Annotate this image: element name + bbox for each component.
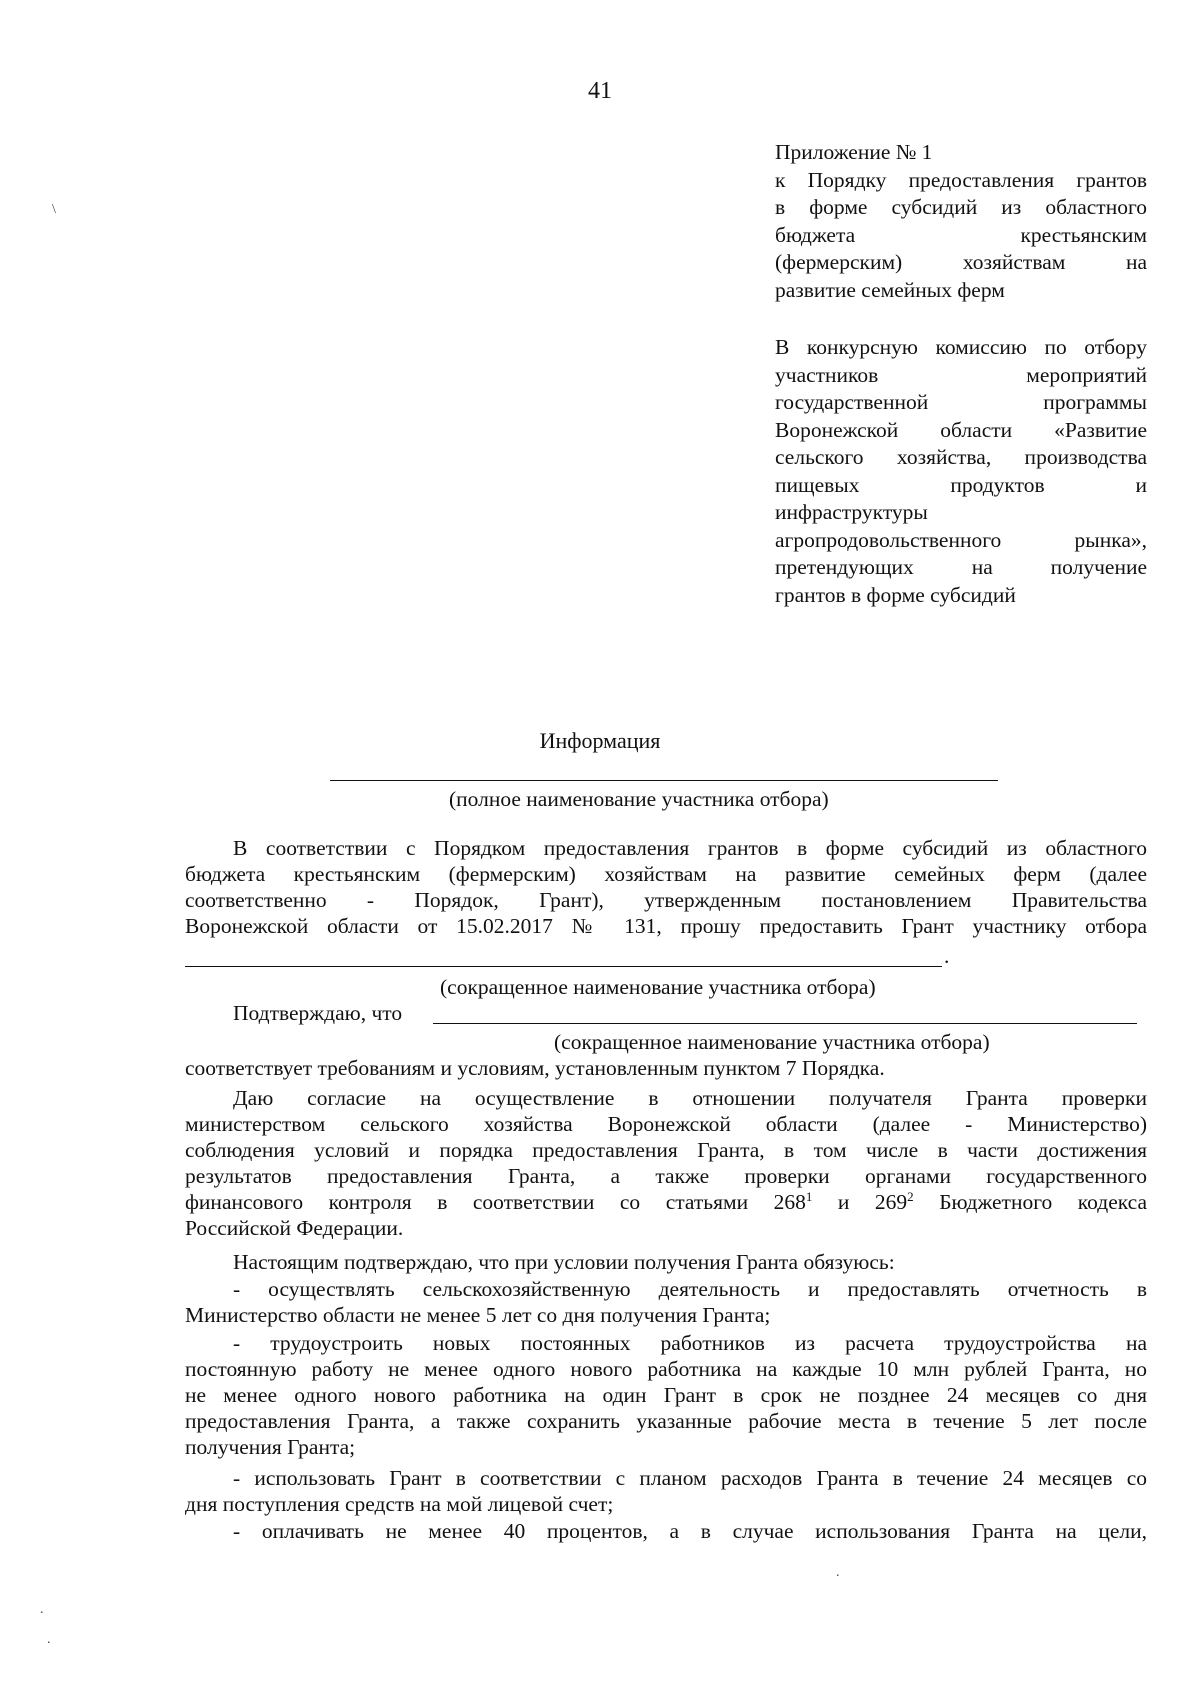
addressee-line: сельского хозяйства, производства <box>775 445 1147 469</box>
addressee-line: агропродовольственного рынка», <box>775 527 1147 552</box>
text-line: не менее одного нового работника на один Грант в срок не позднее 24 месяцев со дня <box>185 1383 1147 1407</box>
addressee-line: государственной программы <box>775 390 1147 414</box>
text-line: бюджета крестьянским (фермерским) хозяйствам на развитие семейных ферм (далее <box>185 862 1147 886</box>
text-line: Воронежской области от 15.02.2017 № 131, прошу предоставить Грант участнику отбора <box>185 914 1147 938</box>
full-name-blank-line[interactable] <box>330 780 998 781</box>
scan-speck: \ <box>52 202 56 217</box>
appendix-line: (фермерским) хозяйствам на <box>775 250 1147 274</box>
text-line: дня поступления средств на мой лицевой счет; <box>185 1492 614 1516</box>
paragraph-consent <box>185 1085 1147 1241</box>
addressee-line: пищевых продуктов и <box>775 472 1147 497</box>
confirm-prefix: Подтверждаю, что <box>233 1001 403 1025</box>
form-title: Информация <box>539 728 661 753</box>
text-line: соответствует требованиям и условиям, установленным пунктом 7 Порядка. <box>185 1056 885 1080</box>
obligation-item <box>185 1518 1147 1544</box>
text-line: министерством сельского хозяйства Воронежской области (далее - Министерство) <box>185 1112 1147 1136</box>
text-line: Настоящим подтверждаю, что при условии получения Гранта обязуюсь: <box>233 1250 895 1274</box>
confirm-blank-line[interactable] <box>433 1023 1137 1024</box>
text-fragment: и 269 <box>812 1190 908 1214</box>
obligation-item <box>185 1330 1147 1460</box>
addressee-block <box>775 334 1147 609</box>
appendix-line: развитие семейных ферм <box>775 277 1005 302</box>
addressee-line: участников мероприятий <box>775 362 1147 387</box>
short-name-caption-2: (сокращенное наименование участника отбора) <box>554 1030 990 1054</box>
appendix-line: Приложение № 1 <box>775 140 933 164</box>
text-line: Даю согласие на осуществление в отношении получателя Гранта проверки <box>233 1086 1147 1110</box>
text-line: - трудоустроить новых постоянных работников из расчета трудоустройства на <box>233 1331 1147 1355</box>
paragraph-obligations <box>185 1249 1147 1275</box>
addressee-line: инфраструктуры <box>775 500 928 524</box>
superscript: 1 <box>805 1188 813 1204</box>
text-line: соблюдения условий и порядка предоставления Гранта, в том числе в части достижения <box>185 1138 1147 1162</box>
scan-speck: . <box>40 1602 44 1617</box>
text-line: постоянную работу не менее одного нового работника на каждые 10 млн рублей Гранта, но <box>185 1357 1147 1381</box>
text-line: соответственно - Порядок, Грант), утвержденным постановлением Правительства <box>185 888 1147 912</box>
appendix-header <box>775 139 1147 304</box>
appendix-line: в форме субсидий из областного <box>775 195 1147 219</box>
scan-speck: . <box>836 1565 840 1580</box>
text-line: результатов предоставления Гранта, а также проверки органами государственного <box>185 1164 1147 1188</box>
text-fragment: финансового контроля в соответствии со статьями 268 <box>185 1190 806 1214</box>
text-line: - использовать Грант в соответствии с планом расходов Гранта в течение 24 месяцев со <box>233 1466 1147 1490</box>
scan-speck: . <box>47 1632 51 1647</box>
period-mark: . <box>944 944 950 968</box>
text-fragment: Бюджетного кодекса <box>913 1190 1147 1214</box>
addressee-line: грантов в форме субсидий <box>775 582 1016 607</box>
short-name-blank-line[interactable] <box>185 966 942 967</box>
paragraph-request <box>185 835 1147 939</box>
addressee-line: претендующих на получение <box>775 555 1147 579</box>
text-line: получения Гранта; <box>185 1435 356 1459</box>
text-line: Министерство области не менее 5 лет со дня получения Гранта; <box>185 1303 771 1327</box>
text-line: В соответствии с Порядком предоставления грантов в форме субсидий из областного <box>233 836 1147 860</box>
paragraph-conformity <box>185 1055 1147 1081</box>
appendix-line: бюджета крестьянским <box>775 222 1147 247</box>
obligation-item <box>185 1276 1147 1328</box>
text-line: Российской Федерации. <box>185 1216 404 1240</box>
appendix-line: к Порядку предоставления грантов <box>775 167 1147 192</box>
addressee-line: В конкурсную комиссию по отбору <box>775 335 1147 359</box>
text-line <box>185 1189 1147 1215</box>
text-line: предоставления Гранта, а также сохранить указанные рабочие места в течение 5 лет после <box>185 1409 1147 1433</box>
obligation-item <box>185 1465 1147 1517</box>
superscript: 2 <box>907 1188 914 1204</box>
page-number: 41 <box>588 78 612 104</box>
short-name-caption: (сокращенное наименование участника отбора) <box>440 975 876 999</box>
text-line: - осуществлять сельскохозяйственную деятельность и предоставлять отчетность в <box>233 1277 1147 1301</box>
text-line: - оплачивать не менее 40 процентов, а в случае использования Гранта на цели, <box>233 1519 1147 1543</box>
full-name-caption: (полное наименование участника отбора) <box>449 787 829 811</box>
addressee-line: Воронежской области «Развитие <box>775 417 1147 442</box>
